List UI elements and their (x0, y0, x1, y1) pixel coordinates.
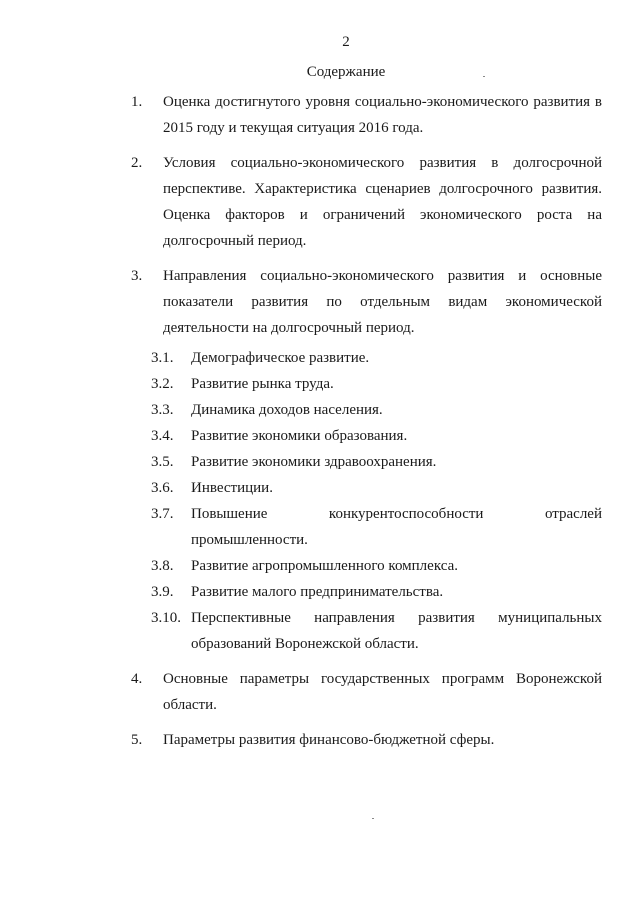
toc-subitem-3-8 (0, 553, 640, 579)
toc-item-2 (0, 150, 640, 254)
toc-item-number: 3. (131, 268, 143, 284)
scan-speck (372, 818, 374, 819)
toc-item-text (163, 150, 602, 254)
toc-item-line: деятельности на долгосрочный период. (163, 320, 415, 336)
toc-subitem-3-1 (0, 345, 640, 371)
toc-subitem-3-4 (0, 423, 640, 449)
toc-item-line: Направления социально-экономического развития и основные (163, 268, 602, 284)
toc-subitem-text (191, 449, 602, 475)
toc-item-line: Параметры развития финансово-бюджетной сферы. (163, 732, 495, 748)
toc-item-3 (0, 263, 640, 341)
toc-item-line: Условия социально-экономического развития в долгосрочной (163, 155, 602, 171)
toc-subitem-text (191, 501, 602, 553)
toc-item-text (163, 263, 602, 341)
toc-item-line: Оценка факторов и ограничений экономического роста на (163, 207, 602, 223)
toc-item-line: Основные параметры государственных программ Воронежской (163, 671, 602, 687)
page-number: 2 (342, 34, 350, 50)
toc-subitem-text (191, 371, 602, 397)
toc-item-line: Оценка достигнутого уровня социально-экономического развития в (163, 94, 602, 110)
toc-subitem-number: 3.8. (151, 558, 174, 574)
toc-subitem-line: промышленности. (191, 532, 308, 548)
toc-subitem-line: Развитие экономики здравоохранения. (191, 454, 437, 470)
toc-subitem-text (191, 605, 602, 657)
toc-subitem-text (191, 475, 602, 501)
toc-subitem-3-2 (0, 371, 640, 397)
table-of-contents (0, 89, 640, 762)
toc-subitem-number: 3.7. (151, 506, 174, 522)
toc-subitem-number: 3.6. (151, 480, 174, 496)
toc-subitem-text (191, 423, 602, 449)
toc-item-text (163, 89, 602, 141)
toc-subitem-3-5 (0, 449, 640, 475)
toc-item-4 (0, 666, 640, 718)
toc-item-number: 1. (131, 94, 143, 110)
toc-subitem-number: 3.2. (151, 376, 174, 392)
toc-item-line: области. (163, 697, 217, 713)
toc-subitem-3-7 (0, 501, 640, 553)
toc-subitem-line: Демографическое развитие. (191, 350, 370, 366)
toc-item-text (163, 666, 602, 718)
toc-item-line: перспективе. Характеристика сценариев долгосрочного развития. (163, 181, 602, 197)
scan-speck (483, 76, 485, 77)
toc-subitem-line: Инвестиции. (191, 480, 273, 496)
toc-item-number: 5. (131, 732, 143, 748)
toc-subitem-3-6 (0, 475, 640, 501)
toc-subitem-text (191, 397, 602, 423)
toc-item-line: показатели развития по отдельным видам экономической (163, 294, 602, 310)
toc-subitem-number: 3.3. (151, 402, 174, 418)
toc-subitem-number: 3.5. (151, 454, 174, 470)
toc-subitem-line: Развитие агропромышленного комплекса. (191, 558, 458, 574)
toc-subitem-text (191, 553, 602, 579)
toc-subitem-number: 3.10. (151, 610, 181, 626)
toc-subitem-number: 3.4. (151, 428, 174, 444)
toc-item-number: 2. (131, 155, 143, 171)
toc-subitem-number: 3.9. (151, 584, 174, 600)
toc-subitem-3-10 (0, 605, 640, 657)
toc-item-line: 2015 году и текущая ситуация 2016 года. (163, 120, 424, 136)
toc-subitem-3-3 (0, 397, 640, 423)
page-title: Содержание (306, 64, 386, 80)
toc-subitem-line: Развитие рынка труда. (191, 376, 334, 392)
toc-subitem-line: Перспективные направления развития муниципальных (191, 610, 602, 626)
toc-subitem-3-9 (0, 579, 640, 605)
toc-subitem-line: Динамика доходов населения. (191, 402, 383, 418)
toc-subitem-line: Развитие малого предпринимательства. (191, 584, 444, 600)
toc-item-1 (0, 89, 640, 141)
toc-subitem-line: образований Воронежской области. (191, 636, 419, 652)
toc-item-line: долгосрочный период. (163, 233, 307, 249)
toc-item-number: 4. (131, 671, 143, 687)
toc-subitem-text (191, 345, 602, 371)
toc-item-text (163, 727, 602, 753)
toc-subitem-number: 3.1. (151, 350, 174, 366)
toc-item-5 (0, 727, 640, 753)
toc-subitem-line: Повышение конкурентоспособности отраслей (191, 506, 602, 522)
toc-subitem-line: Развитие экономики образования. (191, 428, 408, 444)
toc-subitem-text (191, 579, 602, 605)
